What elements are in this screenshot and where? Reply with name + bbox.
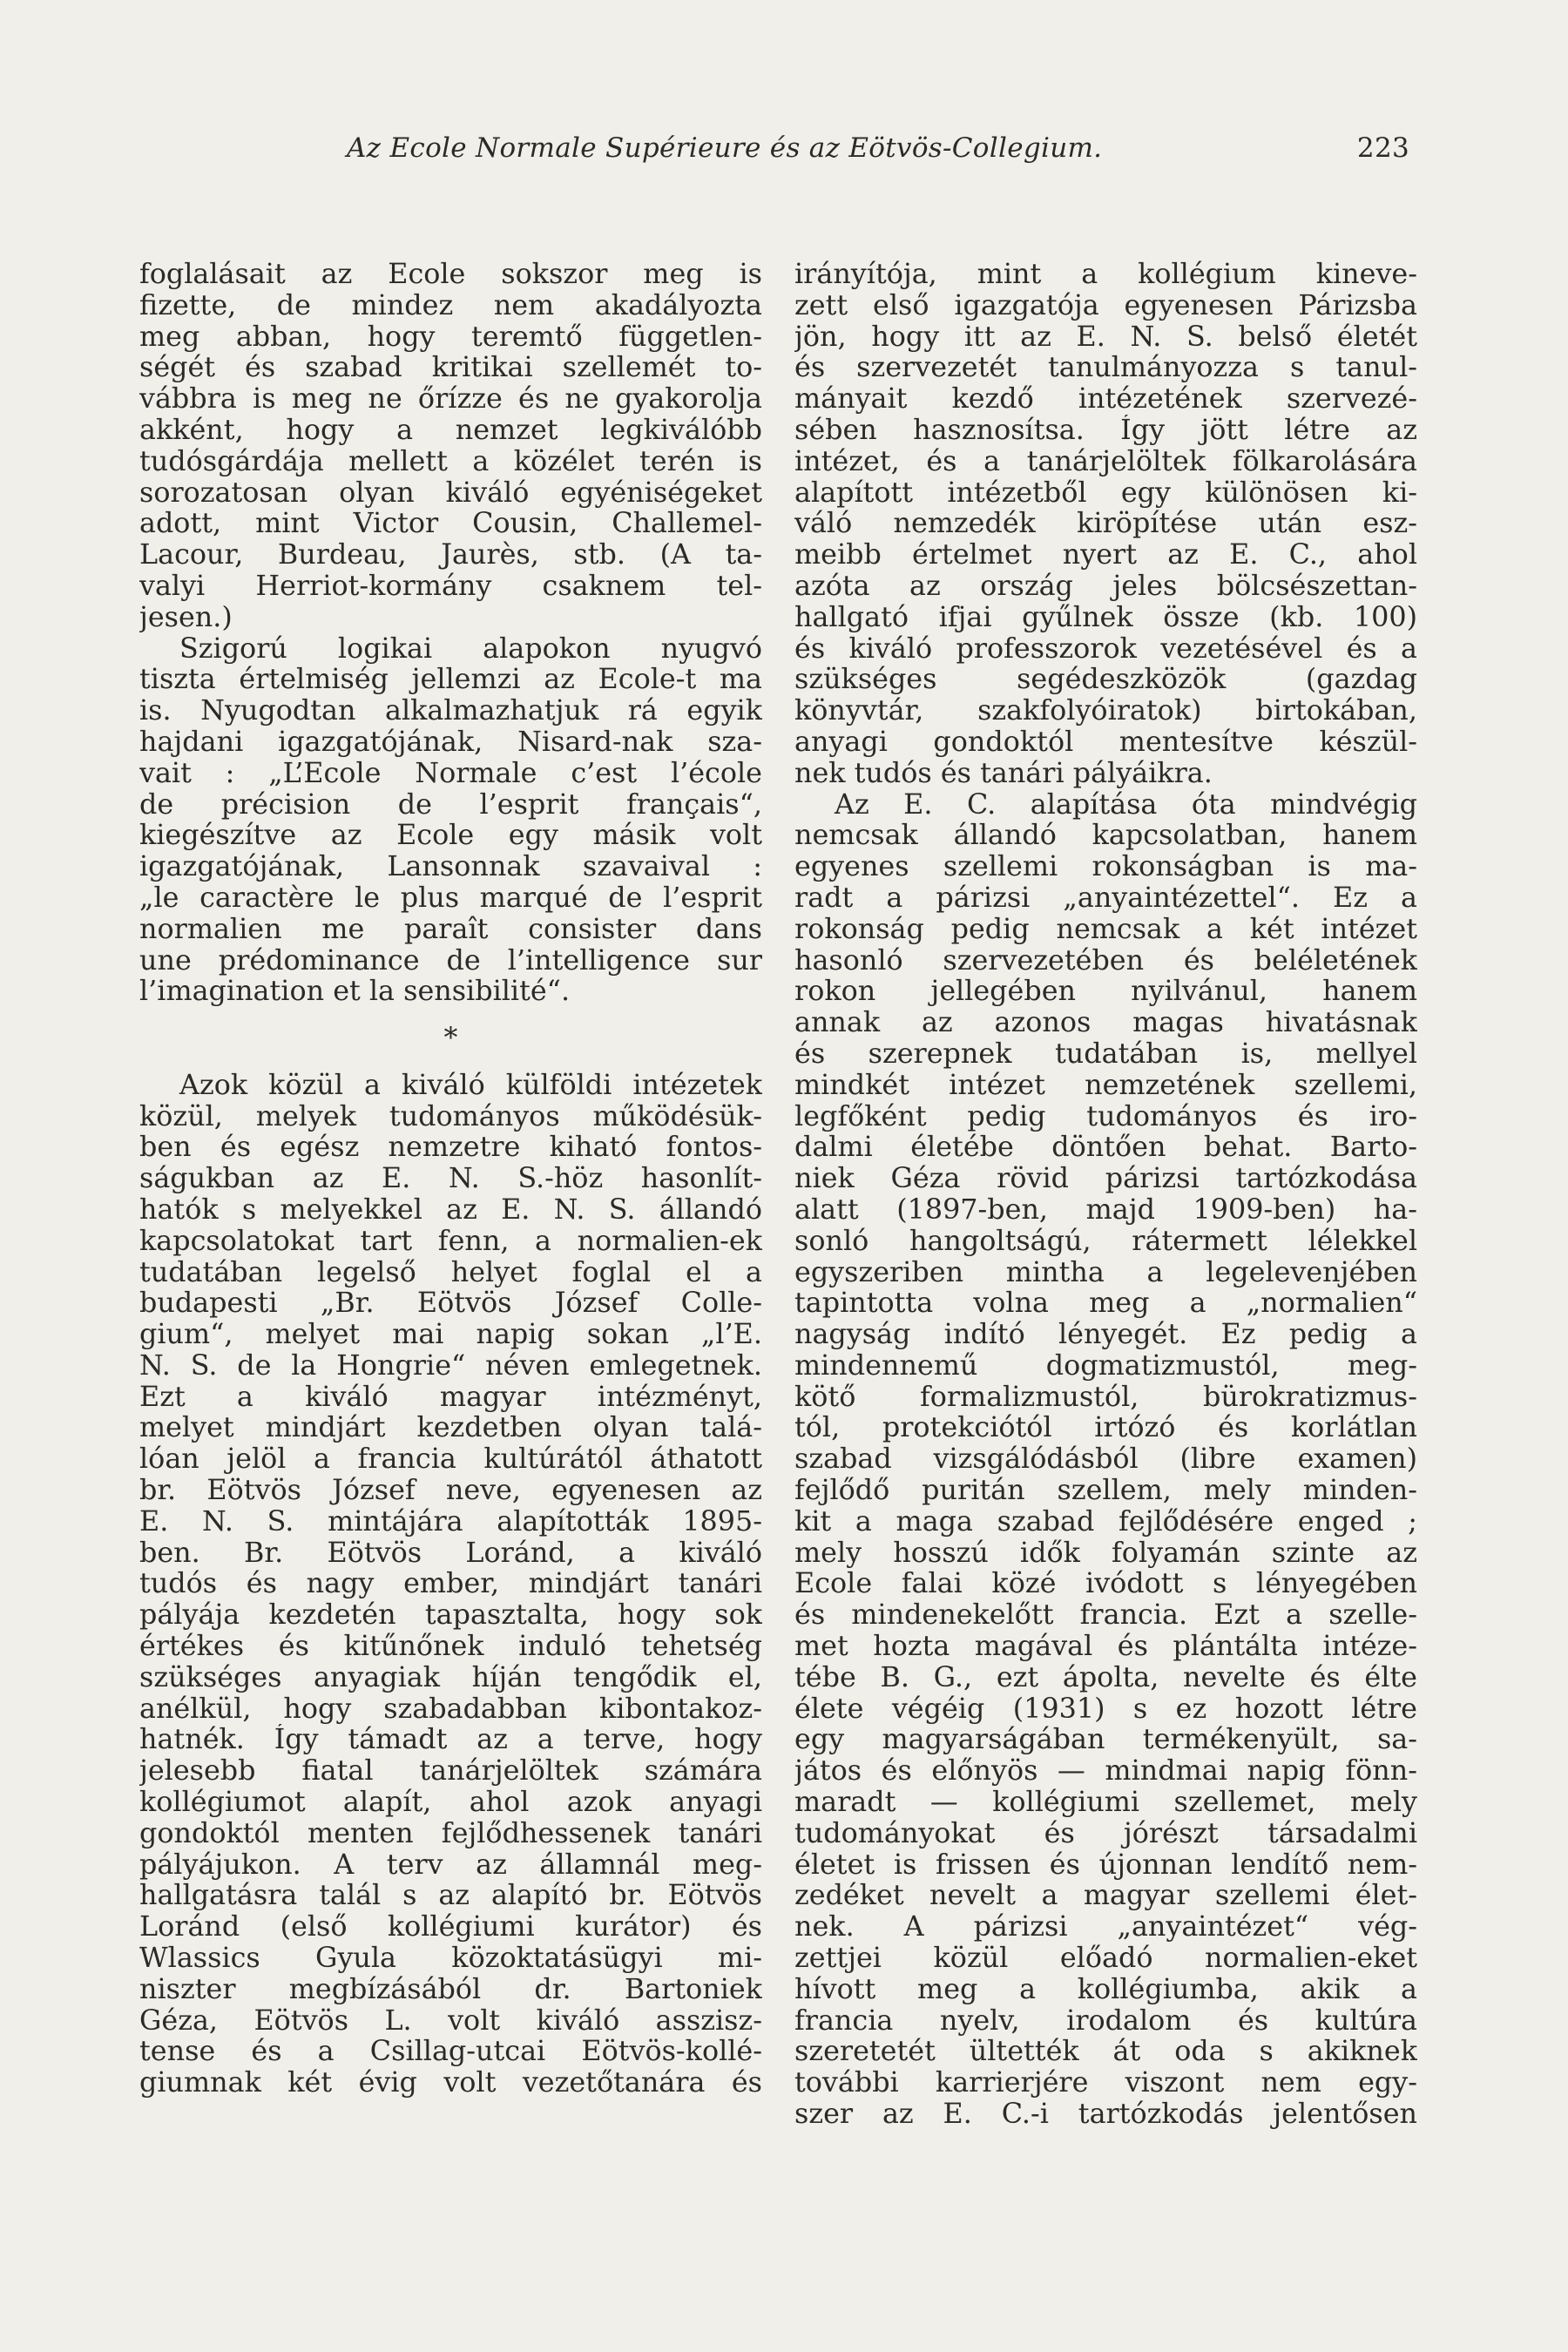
text-line: tudós és nagy ember, mindjárt tanári <box>139 1568 762 1600</box>
text-line: nemcsak állandó kapcsolatban, hanem <box>794 820 1417 852</box>
text-line: élete végéig (1931) s ez hozott létre <box>794 1693 1417 1725</box>
text-line: anyagi gondoktól mentesítve készül- <box>794 726 1417 758</box>
text-line: egy magyarságában termékenyült, sa- <box>794 1724 1417 1756</box>
text-line: francia nyelv, irodalom és kultúra <box>794 2004 1417 2037</box>
text-line: ságukban az E. N. S.-höz hasonlít- <box>139 1163 762 1194</box>
text-line: Az E. C. alapítása óta mindvégig <box>835 788 1417 821</box>
text-line: normalien me paraît consister dans <box>139 913 762 945</box>
text-line: gium“, melyet mai napig sokan „l’E. <box>139 1319 762 1350</box>
text-line: annak az azonos magas hivatásnak <box>794 1007 1417 1038</box>
text-line: rokonság pedig nemcsak a két intézet <box>794 913 1417 945</box>
text-line: azóta az ország jeles bölcsészettan- <box>794 570 1417 602</box>
text-line: szabad vizsgálódásból (libre examen) <box>794 1443 1417 1476</box>
text-line: „le caractère le plus marqué de l’esprit <box>139 882 762 914</box>
text-line: egyszeriben mintha a legelevenjében <box>794 1256 1417 1288</box>
text-line: sorozatosan olyan kiváló egyéniségeket <box>139 476 762 509</box>
text-line: nek. A párizsi „anyaintézet“ vég- <box>794 1911 1417 1943</box>
text-line: alatt (1897-ben, majd 1909-ben) ha- <box>794 1193 1417 1226</box>
text-line: irányítója, mint a kollégium kineve- <box>794 259 1417 290</box>
text-line: nagyság indító lényegét. Ez pedig a <box>794 1319 1417 1350</box>
text-line: niszter megbízásából dr. Bartoniek <box>139 1973 762 2005</box>
text-line: mindkét intézet nemzetének szellemi, <box>794 1069 1417 1101</box>
text-line: szer az E. C.-i tartózkodás jelentősen <box>794 2099 1417 2130</box>
text-line: ben. Br. Eötvös Loránd, a kiváló <box>139 1537 762 1569</box>
text-line: és mindenekelőtt francia. Ezt a szelle- <box>794 1599 1417 1632</box>
text-line: Loránd (első kollégiumi kurátor) és <box>139 1911 762 1943</box>
text-line: dalmi életébe döntően behat. Barto- <box>794 1132 1417 1164</box>
section-separator: * <box>443 1022 458 1055</box>
text-line: nek tudós és tanári pályáikra. <box>794 757 1213 789</box>
text-line: tébe B. G., ezt ápolta, nevelte és élte <box>794 1661 1417 1693</box>
text-line: jelesebb fiatal tanárjelöltek számára <box>139 1755 762 1788</box>
text-line: kiegészítve az Ecole egy másik volt <box>139 820 762 852</box>
text-line: legfőként pedig tudományos és iro- <box>794 1100 1417 1132</box>
text-line: hívott meg a kollégiumba, akik a <box>794 1973 1417 2005</box>
text-line: Ecole falai közé ivódott s lényegében <box>794 1568 1417 1600</box>
running-head <box>347 132 1409 181</box>
text-line: fejlődő puritán szellem, mely minden- <box>794 1475 1417 1506</box>
text-line: mányait kezdő intézetének szervezé- <box>794 383 1417 415</box>
text-line: közül, melyek tudományos működésük- <box>139 1100 762 1132</box>
text-line: tudományokat és jórészt társadalmi <box>794 1817 1417 1849</box>
text-line: hallgatásra talál s az alapító br. Eötvös <box>139 1880 762 1912</box>
text-line: met hozta magával és plántálta intéze- <box>794 1631 1417 1662</box>
text-line: további karrierjére viszont nem egy- <box>794 2067 1417 2099</box>
text-line: tapintotta volna meg a „normalien“ <box>794 1288 1417 1320</box>
text-line: életet is frissen és újonnan lendítő nem- <box>794 1848 1417 1881</box>
text-line: hatók s melyekkel az E. N. S. állandó <box>139 1193 762 1226</box>
text-line: tól, protekciótól irtózó és korlátlan <box>794 1412 1417 1444</box>
text-line: giumnak két évig volt vezetőtanára és <box>139 2067 762 2099</box>
text-line: váló nemzedék kiröpítése után esz- <box>794 508 1417 540</box>
text-line: hajdani igazgatójának, Nisard-nak sza- <box>139 726 762 758</box>
text-line: és kiváló professzorok vezetésével és a <box>794 632 1417 665</box>
text-line: mindennemű dogmatizmustól, meg- <box>794 1349 1417 1382</box>
text-line: br. Eötvös József neve, egyenesen az <box>139 1475 762 1506</box>
text-line: melyet mindjárt kezdetben olyan talá- <box>139 1412 762 1444</box>
text-line: szeretetét ültették át oda s akiknek <box>794 2036 1417 2068</box>
text-line: Szigorú logikai alapokon nyugvó <box>179 632 762 665</box>
text-line: maradt — kollégiumi szellemet, mely <box>794 1787 1417 1818</box>
text-line: meg abban, hogy teremtő független- <box>139 321 762 353</box>
text-line: hasonló szervezetében és beléletének <box>794 944 1417 977</box>
text-line: budapesti „Br. Eötvös József Colle- <box>139 1288 762 1320</box>
text-line: és szervezetét tanulmányozza s tanul- <box>794 352 1417 384</box>
text-line: foglalásait az Ecole sokszor meg is <box>139 259 762 290</box>
text-line: kötő formalizmustól, bürokratizmus- <box>794 1381 1417 1413</box>
text-line: gondoktól menten fejlődhessenek tanári <box>139 1817 762 1849</box>
text-line: tudatában legelső helyet foglal el a <box>139 1256 762 1288</box>
text-line: tiszta értelmiség jellemzi az Ecole-t ma <box>139 664 762 696</box>
text-line: meibb értelmet nyert az E. C., ahol <box>794 539 1417 571</box>
text-line: és szerepnek tudatában is, mellyel <box>794 1037 1417 1070</box>
page-number: 223 <box>1356 132 1409 164</box>
text-line: lóan jelöl a francia kultúrától áthatott <box>139 1443 762 1476</box>
text-line: zedéket nevelt a magyar szellemi élet- <box>794 1880 1417 1912</box>
text-line: tense és a Csillag-utcai Eötvös-kollé- <box>139 2036 762 2068</box>
text-line: szükséges segédeszközök (gazdag <box>794 664 1417 696</box>
text-line: értékes és kitűnőnek induló tehetség <box>139 1631 762 1662</box>
text-line: pályájukon. A terv az államnál meg- <box>139 1848 762 1881</box>
left-column <box>139 259 762 2099</box>
text-line: Lacour, Burdeau, Jaurès, stb. (A ta- <box>139 539 762 571</box>
text-line: zettjei közül előadó normalien-eket <box>794 1943 1417 1974</box>
text-line: ségét és szabad kritikai szellemét to- <box>139 352 762 384</box>
text-line: igazgatójának, Lansonnak szavaival : <box>139 851 762 882</box>
text-line: de précision de l’esprit français“, <box>139 788 762 821</box>
text-line: rokon jellegében nyilvánul, hanem <box>794 976 1417 1008</box>
text-line: ben és egész nemzetre kiható fontos- <box>139 1132 762 1164</box>
text-line: hatnék. Így támadt az a terve, hogy <box>139 1724 762 1756</box>
text-line: sében hasznosítsa. Így jött létre az <box>794 414 1417 446</box>
text-line: kit a maga szabad fejlődésére enged ; <box>794 1505 1417 1538</box>
text-line: jesen.) <box>139 601 233 633</box>
text-line: radt a párizsi „anyaintézettel“. Ez a <box>794 882 1417 914</box>
text-line: sonló hangoltságú, rátermett lélekkel <box>794 1225 1417 1257</box>
text-line: egyenes szellemi rokonságban is ma- <box>794 851 1417 882</box>
text-line: szükséges anyagiak híján tengődik el, <box>139 1661 762 1693</box>
text-line: is. Nyugodtan alkalmazhatjuk rá egyik <box>139 695 762 727</box>
text-line: l’imagination et la sensibilité“. <box>139 976 571 1008</box>
text-line: vait : „L’Ecole Normale c’est l’école <box>139 757 762 789</box>
text-line: jön, hogy itt az E. N. S. belső életét <box>794 321 1417 353</box>
text-line: E. N. S. mintájára alapították 1895- <box>139 1505 762 1538</box>
text-line: játos és előnyös — mindmai napig fönn- <box>794 1755 1417 1788</box>
text-line: kapcsolatokat tart fenn, a normalien-ek <box>139 1225 762 1257</box>
right-column <box>794 259 1417 2130</box>
text-line: niek Géza rövid párizsi tartózkodása <box>794 1163 1417 1194</box>
text-line: hallgató ifjai gyűlnek össze (kb. 100) <box>794 601 1417 633</box>
text-line: Géza, Eötvös L. volt kiváló asszisz- <box>139 2004 762 2037</box>
text-line: mely hosszú idők folyamán szinte az <box>794 1537 1417 1569</box>
text-line: N. S. de la Hongrie“ néven emlegetnek. <box>139 1349 762 1382</box>
text-line: könyvtár, szakfolyóiratok) birtokában, <box>794 695 1417 727</box>
text-line: anélkül, hogy szabadabban kibontakoz- <box>139 1693 762 1725</box>
text-line: akként, hogy a nemzet legkiválóbb <box>139 414 762 446</box>
text-line: une prédominance de l’intelligence sur <box>139 944 762 977</box>
text-line: Azok közül a kiváló külföldi intézetek <box>179 1069 762 1101</box>
text-line: Wlassics Gyula közoktatásügyi mi- <box>139 1943 762 1974</box>
text-line: pályája kezdetén tapasztalta, hogy sok <box>139 1599 762 1632</box>
running-title: Az Ecole Normale Supérieure és az Eötvös-Collegium. <box>347 132 1103 164</box>
text-line: fizette, de mindez nem akadályozta <box>139 289 762 321</box>
text-line: Ezt a kiváló magyar intézményt, <box>139 1381 762 1413</box>
text-line: alapított intézetből egy különösen ki- <box>794 476 1417 509</box>
text-line: vábbra is meg ne őrízze és ne gyakorolja <box>139 383 762 415</box>
text-line: zett első igazgatója egyenesen Párizsba <box>794 289 1417 321</box>
text-line: adott, mint Victor Cousin, Challemel- <box>139 508 762 540</box>
text-line: tudósgárdája mellett a közélet terén is <box>139 445 762 477</box>
text-line: valyi Herriot-kormány csaknem tel- <box>139 570 762 602</box>
text-line: intézet, és a tanárjelöltek fölkarolására <box>794 445 1417 477</box>
text-line: kollégiumot alapít, ahol azok anyagi <box>139 1787 762 1818</box>
